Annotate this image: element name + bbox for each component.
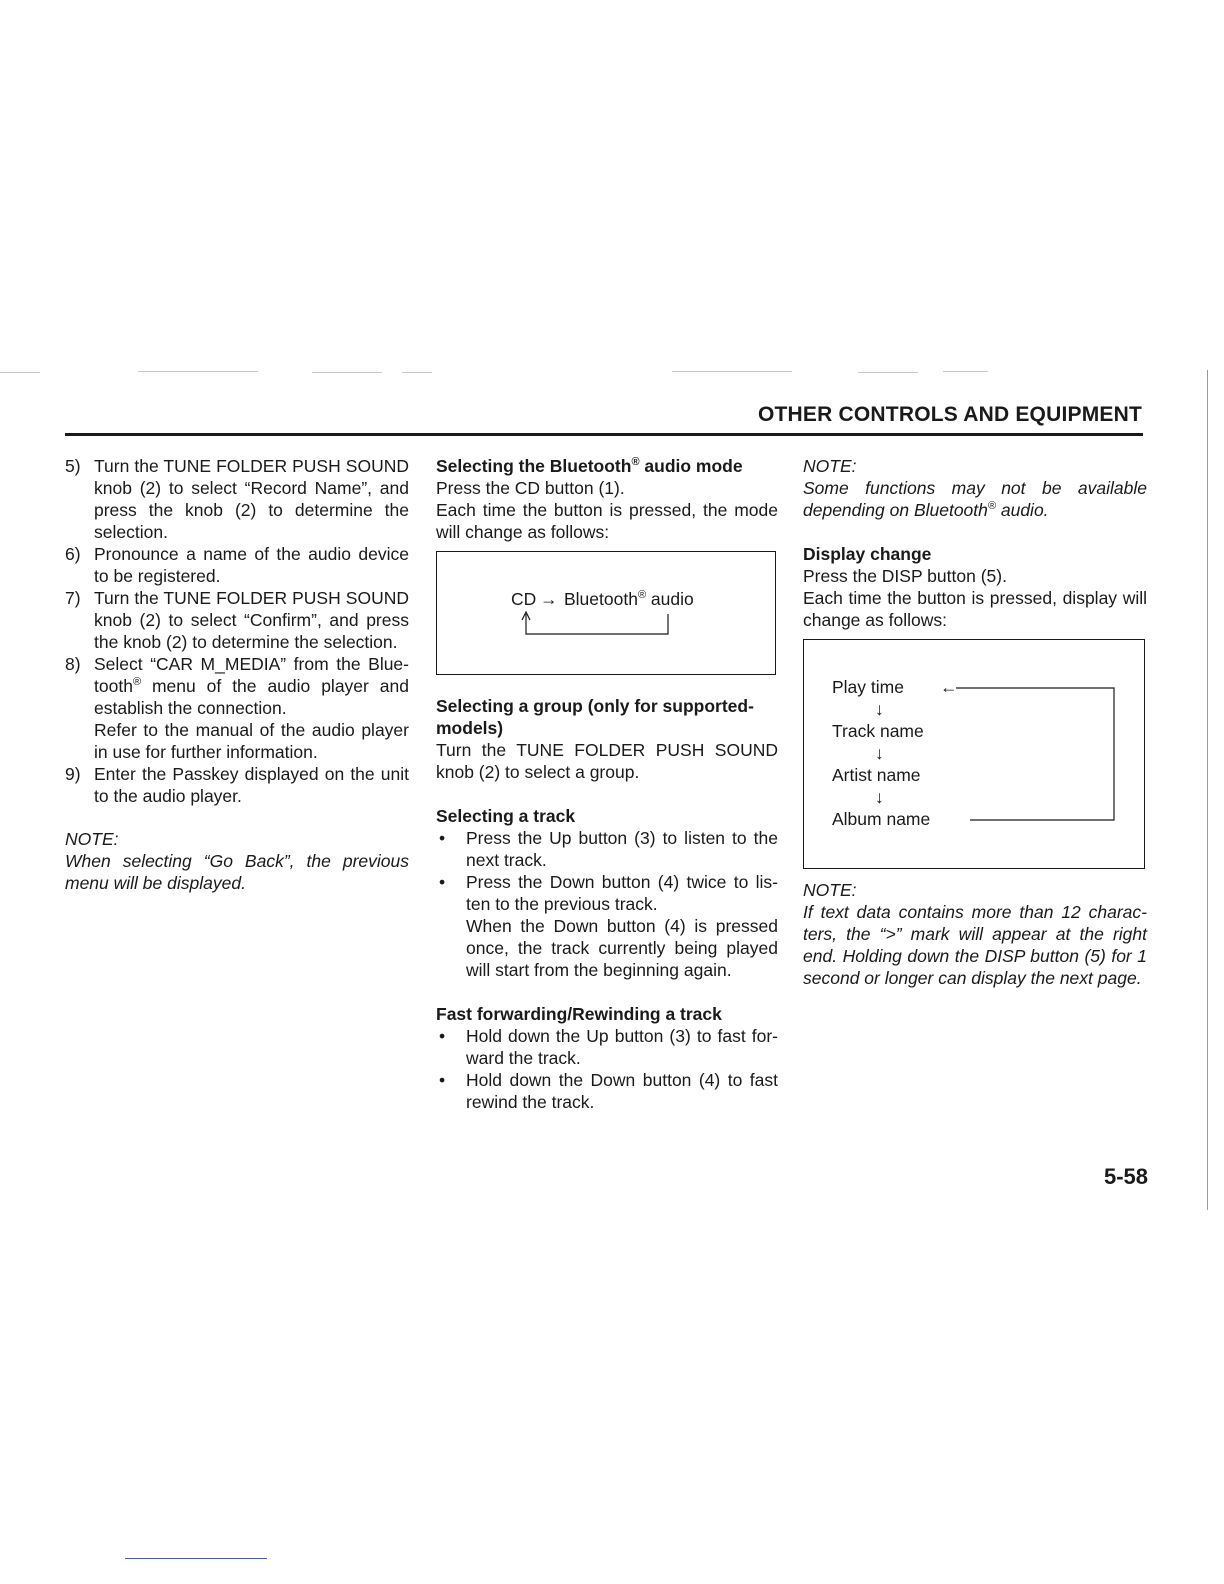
footer-link-line bbox=[125, 1558, 267, 1559]
section-heading-fast-forward: Fast forwarding/Rewinding a track bbox=[436, 1004, 722, 1024]
bullet-extra-text: When the Down button (4) is pressed once, the track currently being played will start from the beginning again. bbox=[466, 916, 778, 980]
scan-artifact-line bbox=[858, 372, 918, 373]
left-arrow-icon: ← bbox=[940, 677, 958, 697]
left-column bbox=[65, 455, 409, 894]
list-item bbox=[436, 827, 778, 871]
note-text-part: Some functions may not be available depending on Bluetooth bbox=[803, 478, 1147, 520]
note-text-part: audio. bbox=[996, 500, 1049, 520]
cycle-label-text: audio bbox=[646, 589, 694, 609]
section-heading-bluetooth-mode bbox=[436, 455, 778, 477]
step-text: Pronounce a name of the audio device to be registered. bbox=[94, 544, 409, 586]
list-item bbox=[65, 763, 409, 807]
list-item bbox=[65, 653, 409, 763]
heading-text: Selecting the Bluetooth bbox=[436, 456, 632, 476]
section-heading-display-change: Display change bbox=[803, 544, 932, 564]
step-number: 6) bbox=[65, 544, 81, 564]
paragraph: Each time the button is pressed, display will change as follows: bbox=[803, 588, 1147, 630]
fast-forward-bullet-list bbox=[436, 1025, 778, 1113]
step-number: 5) bbox=[65, 456, 81, 476]
right-arrow-icon: → bbox=[540, 589, 558, 609]
list-item bbox=[436, 1069, 778, 1113]
note-text: When selecting “Go Back”, the previous menu will be displayed. bbox=[65, 851, 409, 893]
page-number: 5-58 bbox=[1103, 1164, 1148, 1189]
page-title: OTHER CONTROLS AND EQUIPMENT bbox=[758, 403, 1142, 426]
bullet-text: Hold down the Up button (3) to fast for-ward the track. bbox=[466, 1026, 778, 1068]
list-item bbox=[436, 871, 778, 981]
bullet-text: Press the Down button (4) twice to lis-ten to the previous track. bbox=[466, 872, 778, 914]
step-text: Turn the TUNE FOLDER PUSH SOUND knob (2) to select “Confirm”, and press the knob (2) to determine the selection. bbox=[94, 588, 409, 652]
note-heading: NOTE: bbox=[65, 829, 119, 849]
step-text: Enter the Passkey displayed on the unit to the audio player. bbox=[94, 764, 409, 806]
step-text: Select “CAR M_MEDIA” from the Blue-tooth bbox=[94, 654, 409, 696]
list-item bbox=[65, 455, 409, 543]
registered-mark: ® bbox=[987, 500, 996, 512]
scan-artifact-line bbox=[402, 372, 432, 373]
display-item-track-name: Track name bbox=[832, 721, 924, 741]
cycle-label-text: Bluetooth bbox=[564, 589, 638, 609]
mode-cycle-diagram bbox=[436, 551, 776, 675]
display-cycle-diagram bbox=[803, 639, 1145, 869]
step-extra-text: Refer to the manual of the audio player in use for further information. bbox=[94, 720, 409, 762]
paragraph: Press the CD button (1). bbox=[436, 478, 625, 498]
step-text: menu of the audio player and establish the connection. bbox=[94, 676, 409, 718]
list-item bbox=[65, 543, 409, 587]
scan-artifact-line bbox=[138, 371, 258, 372]
cycle-return-path bbox=[437, 552, 775, 674]
list-item bbox=[436, 1025, 778, 1069]
registered-mark: ® bbox=[132, 676, 142, 688]
note-text bbox=[803, 477, 1147, 521]
scan-artifact-line bbox=[312, 372, 382, 373]
paragraph: Each time the button is pressed, the mode will change as follows: bbox=[436, 500, 778, 542]
bullet-text: Press the Up button (3) to listen to the next track. bbox=[466, 828, 778, 870]
step-text: Turn the TUNE FOLDER PUSH SOUND knob (2) to select “Record Name”, and press the knob (2) to determine the selection. bbox=[94, 456, 409, 542]
pairing-steps-list bbox=[65, 455, 409, 807]
section-heading-group: Selecting a group (only for supported-models) bbox=[436, 696, 754, 738]
note-text: If text data contains more than 12 charac-ters, the “>” mark will appear at the right end. Holding down the DISP button (5) for 1 second or longer can display the next page. bbox=[803, 902, 1147, 988]
cycle-label-cd: CD bbox=[511, 589, 537, 609]
page-edge-line bbox=[1207, 370, 1208, 1210]
section-heading-track: Selecting a track bbox=[436, 806, 576, 826]
note-heading: NOTE: bbox=[803, 456, 857, 476]
display-return-path bbox=[804, 640, 1144, 868]
down-arrow-icon: ↓ bbox=[875, 743, 884, 763]
down-arrow-icon: ↓ bbox=[875, 787, 884, 807]
step-number: 7) bbox=[65, 588, 81, 608]
header-rule bbox=[65, 433, 1143, 436]
step-number: 9) bbox=[65, 764, 81, 784]
paragraph: Press the DISP button (5). bbox=[803, 566, 1007, 586]
right-column bbox=[803, 455, 1147, 989]
middle-column bbox=[436, 455, 778, 1113]
registered-mark: ® bbox=[631, 456, 640, 468]
registered-mark: ® bbox=[637, 589, 647, 601]
scan-artifact-line bbox=[943, 371, 988, 372]
scan-artifact-line bbox=[672, 371, 792, 372]
heading-text: audio mode bbox=[639, 456, 743, 476]
list-item bbox=[65, 587, 409, 653]
step-number: 8) bbox=[65, 654, 81, 674]
scan-artifact-line bbox=[0, 372, 40, 373]
display-item-play-time: Play time bbox=[832, 677, 904, 697]
note-heading: NOTE: bbox=[803, 880, 857, 900]
paragraph: Turn the TUNE FOLDER PUSH SOUND knob (2) to select a group. bbox=[436, 740, 778, 782]
down-arrow-icon: ↓ bbox=[875, 699, 884, 719]
display-item-artist-name: Artist name bbox=[832, 765, 921, 785]
track-bullet-list bbox=[436, 827, 778, 981]
bullet-text: Hold down the Down button (4) to fast rewind the track. bbox=[466, 1070, 778, 1112]
display-item-album-name: Album name bbox=[832, 809, 931, 829]
